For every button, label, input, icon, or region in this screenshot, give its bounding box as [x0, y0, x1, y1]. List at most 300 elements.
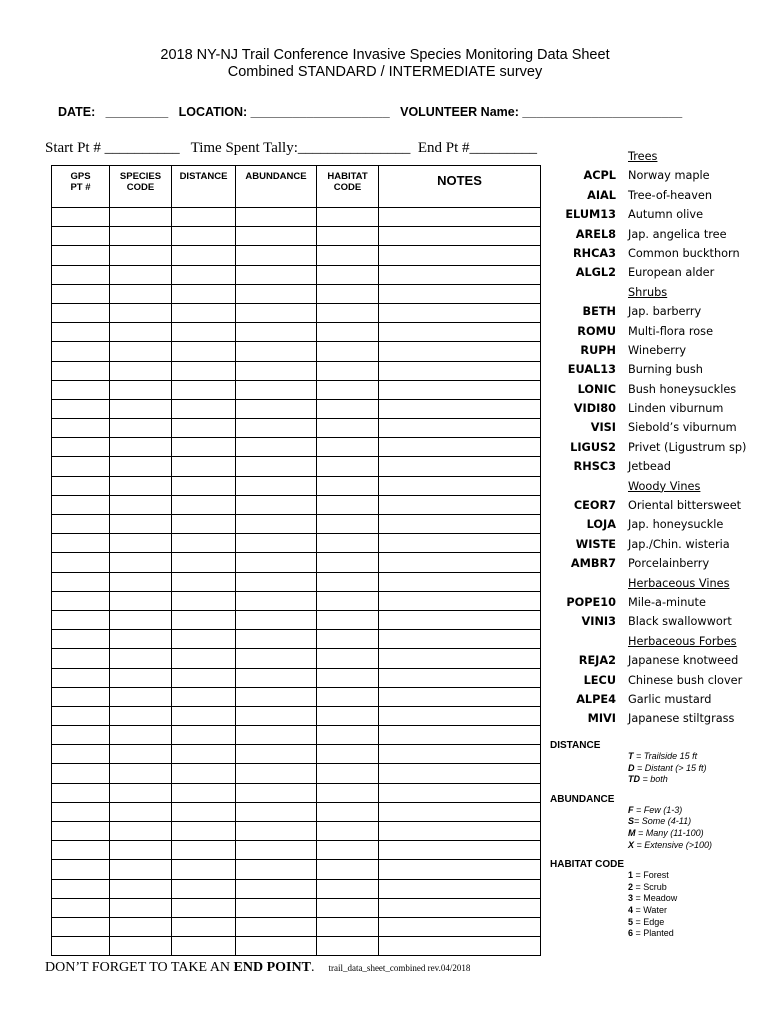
entry-cell[interactable] — [172, 726, 236, 745]
entry-cell[interactable] — [236, 937, 317, 956]
entry-cell[interactable] — [52, 419, 110, 438]
entry-cell[interactable] — [52, 515, 110, 534]
entry-cell[interactable] — [317, 419, 379, 438]
entry-cell[interactable] — [110, 476, 172, 495]
entry-cell[interactable] — [317, 534, 379, 553]
legend-item — [548, 554, 758, 573]
legend-category — [548, 283, 758, 302]
entry-cell[interactable] — [379, 265, 541, 284]
entry-cell[interactable] — [379, 822, 541, 841]
entry-cell[interactable] — [110, 208, 172, 227]
entry-cell[interactable] — [236, 841, 317, 860]
entry-cell[interactable] — [172, 553, 236, 572]
entry-cell[interactable] — [317, 610, 379, 629]
species-name: Privet (Ligustrum sp) — [628, 440, 747, 454]
entry-cell[interactable] — [52, 726, 110, 745]
entry-cell[interactable] — [52, 898, 110, 917]
entry-cell[interactable] — [110, 841, 172, 860]
table-row — [52, 380, 541, 399]
entry-cell[interactable] — [52, 630, 110, 649]
table-row — [52, 630, 541, 649]
entry-cell[interactable] — [317, 208, 379, 227]
entry-cell[interactable] — [110, 649, 172, 668]
table-row — [52, 399, 541, 418]
entry-cell[interactable] — [172, 515, 236, 534]
legend-category — [548, 574, 758, 593]
entry-cell[interactable] — [379, 419, 541, 438]
species-name: Jap./Chin. wisteria — [628, 537, 730, 551]
entry-cell[interactable] — [317, 265, 379, 284]
entry-cell[interactable] — [110, 572, 172, 591]
entry-cell[interactable] — [236, 630, 317, 649]
entry-cell[interactable] — [110, 342, 172, 361]
table-row — [52, 419, 541, 438]
entry-cell[interactable] — [236, 745, 317, 764]
entry-cell[interactable] — [172, 937, 236, 956]
entry-cell[interactable] — [317, 649, 379, 668]
entry-cell[interactable] — [52, 227, 110, 246]
species-name: Bush honeysuckles — [628, 382, 737, 396]
entry-cell[interactable] — [379, 783, 541, 802]
entry-cell[interactable] — [172, 649, 236, 668]
code-keys — [550, 740, 712, 940]
entry-cell[interactable] — [172, 534, 236, 553]
entry-cell[interactable] — [172, 591, 236, 610]
entry-cell[interactable] — [236, 860, 317, 879]
entry-cell[interactable] — [236, 399, 317, 418]
entry-cell[interactable] — [110, 457, 172, 476]
key-code: 3 — [628, 893, 634, 904]
entry-cell[interactable] — [379, 515, 541, 534]
entry-cell[interactable] — [52, 361, 110, 380]
column-header: GPS PT # — [52, 166, 110, 208]
entry-cell[interactable] — [52, 860, 110, 879]
key-meaning: = Water — [633, 904, 667, 915]
entry-cell[interactable] — [236, 323, 317, 342]
entry-cell[interactable] — [110, 361, 172, 380]
species-code: AMBR7 — [570, 557, 616, 571]
entry-cell[interactable] — [379, 553, 541, 572]
entry-cell[interactable] — [379, 534, 541, 553]
entry-cell[interactable] — [110, 323, 172, 342]
entry-cell[interactable] — [172, 323, 236, 342]
entry-cell[interactable] — [52, 342, 110, 361]
entry-cell[interactable] — [110, 937, 172, 956]
entry-cell[interactable] — [236, 706, 317, 725]
entry-cell[interactable] — [52, 783, 110, 802]
entry-cell[interactable] — [52, 476, 110, 495]
entry-cell[interactable] — [317, 706, 379, 725]
legend-category-label: Herbaceous Vines — [628, 576, 730, 590]
entry-cell[interactable] — [236, 284, 317, 303]
entry-cell[interactable] — [317, 284, 379, 303]
entry-cell[interactable] — [236, 495, 317, 514]
species-code: AREL8 — [575, 227, 616, 241]
key-code: X — [628, 839, 635, 850]
entry-cell[interactable] — [236, 265, 317, 284]
table-row — [52, 323, 541, 342]
key-code: 1 — [628, 870, 634, 881]
key-meaning: = Few (1-3) — [633, 804, 683, 815]
key-code: S — [628, 816, 635, 827]
entry-cell[interactable] — [172, 572, 236, 591]
entry-cell[interactable] — [236, 822, 317, 841]
entry-cell[interactable] — [317, 687, 379, 706]
entry-cell[interactable] — [110, 399, 172, 418]
entry-cell[interactable] — [52, 745, 110, 764]
entry-cell[interactable] — [52, 495, 110, 514]
entry-cell[interactable] — [52, 284, 110, 303]
entry-cell[interactable] — [172, 265, 236, 284]
entry-cell[interactable] — [379, 630, 541, 649]
entry-cell[interactable] — [379, 495, 541, 514]
entry-cell[interactable] — [172, 284, 236, 303]
entry-cell[interactable] — [172, 342, 236, 361]
entry-cell[interactable] — [379, 764, 541, 783]
entry-cell[interactable] — [172, 399, 236, 418]
entry-cell[interactable] — [110, 898, 172, 917]
entry-cell[interactable] — [379, 668, 541, 687]
entry-cell[interactable] — [317, 323, 379, 342]
species-code: VISI — [590, 421, 616, 435]
key-code: D — [628, 762, 635, 773]
entry-cell[interactable] — [52, 303, 110, 322]
entry-cell[interactable] — [317, 898, 379, 917]
legend-item — [548, 186, 758, 205]
entry-cell[interactable] — [52, 323, 110, 342]
entry-cell[interactable] — [317, 860, 379, 879]
entry-cell[interactable] — [317, 726, 379, 745]
entry-cell[interactable] — [172, 802, 236, 821]
entry-cell[interactable] — [379, 457, 541, 476]
species-name: Japanese knotweed — [628, 654, 739, 668]
entry-cell[interactable] — [236, 438, 317, 457]
entry-cell[interactable] — [317, 476, 379, 495]
entry-cell[interactable] — [52, 534, 110, 553]
table-row — [52, 687, 541, 706]
entry-cell[interactable] — [110, 917, 172, 936]
entry-cell[interactable] — [172, 879, 236, 898]
entry-cell[interactable] — [379, 572, 541, 591]
key-meaning: = Some (4-11) — [634, 816, 692, 827]
entry-cell[interactable] — [317, 553, 379, 572]
entry-cell[interactable] — [52, 553, 110, 572]
species-code: LONIC — [577, 382, 616, 396]
entry-cell[interactable] — [317, 822, 379, 841]
entry-cell[interactable] — [110, 668, 172, 687]
entry-cell[interactable] — [52, 687, 110, 706]
entry-cell[interactable] — [236, 419, 317, 438]
entry-cell[interactable] — [379, 361, 541, 380]
entry-cell[interactable] — [52, 208, 110, 227]
entry-cell[interactable] — [110, 438, 172, 457]
entry-cell[interactable] — [110, 764, 172, 783]
entry-cell[interactable] — [52, 802, 110, 821]
entry-cell[interactable] — [110, 515, 172, 534]
entry-cell[interactable] — [172, 630, 236, 649]
entry-cell[interactable] — [236, 380, 317, 399]
revision-label: trail_data_sheet_combined rev.04/2018 — [328, 963, 471, 973]
entry-cell[interactable] — [379, 438, 541, 457]
entry-cell[interactable] — [110, 227, 172, 246]
entry-cell[interactable] — [110, 265, 172, 284]
entry-cell[interactable] — [379, 610, 541, 629]
entry-cell[interactable] — [172, 898, 236, 917]
entry-cell[interactable] — [379, 649, 541, 668]
entry-cell[interactable] — [236, 802, 317, 821]
entry-cell[interactable] — [52, 399, 110, 418]
entry-cell[interactable] — [379, 323, 541, 342]
abundance-key — [550, 794, 712, 851]
entry-cell[interactable] — [317, 515, 379, 534]
table-row — [52, 534, 541, 553]
table-row — [52, 745, 541, 764]
entry-cell[interactable] — [379, 745, 541, 764]
entry-cell[interactable] — [172, 361, 236, 380]
entry-cell[interactable] — [52, 879, 110, 898]
entry-cell[interactable] — [52, 841, 110, 860]
entry-cell[interactable] — [236, 726, 317, 745]
footer-reminder-suffix: . — [310, 960, 315, 975]
entry-cell[interactable] — [110, 284, 172, 303]
species-code: BETH — [582, 305, 616, 319]
entry-cell[interactable] — [379, 860, 541, 879]
entry-cell[interactable] — [110, 303, 172, 322]
key-item — [628, 751, 712, 763]
entry-cell[interactable] — [236, 227, 317, 246]
entry-cell[interactable] — [317, 879, 379, 898]
entry-cell[interactable] — [379, 706, 541, 725]
entry-cell[interactable] — [317, 438, 379, 457]
species-legend — [548, 147, 758, 729]
entry-cell[interactable] — [379, 342, 541, 361]
entry-cell[interactable] — [379, 246, 541, 265]
entry-cell[interactable] — [317, 361, 379, 380]
entry-cell[interactable] — [172, 610, 236, 629]
entry-cell[interactable] — [379, 898, 541, 917]
entry-cell[interactable] — [236, 917, 317, 936]
entry-cell[interactable] — [379, 284, 541, 303]
species-name: European alder — [628, 266, 715, 280]
entry-cell[interactable] — [52, 764, 110, 783]
key-code: TD — [628, 774, 640, 785]
entry-cell[interactable] — [172, 917, 236, 936]
entry-cell[interactable] — [317, 303, 379, 322]
entry-cell[interactable] — [236, 764, 317, 783]
entry-cell[interactable] — [172, 227, 236, 246]
entry-cell[interactable] — [317, 495, 379, 514]
entry-cell[interactable] — [52, 610, 110, 629]
entry-cell[interactable] — [110, 246, 172, 265]
entry-cell[interactable] — [236, 208, 317, 227]
entry-cell[interactable] — [236, 783, 317, 802]
entry-cell[interactable] — [236, 534, 317, 553]
entry-cell[interactable] — [317, 246, 379, 265]
entry-cell[interactable] — [236, 303, 317, 322]
entry-cell[interactable] — [172, 764, 236, 783]
entry-cell[interactable] — [110, 687, 172, 706]
entry-cell[interactable] — [110, 860, 172, 879]
entry-cell[interactable] — [110, 706, 172, 725]
entry-cell[interactable] — [172, 495, 236, 514]
legend-item — [548, 225, 758, 244]
entry-cell[interactable] — [379, 380, 541, 399]
entry-cell[interactable] — [236, 361, 317, 380]
entry-cell[interactable] — [236, 668, 317, 687]
entry-cell[interactable] — [172, 419, 236, 438]
entry-cell[interactable] — [172, 860, 236, 879]
entry-cell[interactable] — [317, 399, 379, 418]
entry-cell[interactable] — [110, 802, 172, 821]
entry-cell[interactable] — [317, 668, 379, 687]
entry-cell[interactable] — [379, 879, 541, 898]
entry-cell[interactable] — [110, 630, 172, 649]
entry-cell[interactable] — [236, 687, 317, 706]
entry-cell[interactable] — [236, 572, 317, 591]
entry-cell[interactable] — [379, 303, 541, 322]
entry-cell[interactable] — [110, 822, 172, 841]
entry-cell[interactable] — [236, 591, 317, 610]
entry-cell[interactable] — [236, 476, 317, 495]
entry-cell[interactable] — [110, 553, 172, 572]
legend-item — [548, 322, 758, 341]
entry-cell[interactable] — [317, 783, 379, 802]
abundance-key-heading: ABUNDANCE — [550, 793, 615, 805]
entry-cell[interactable] — [172, 457, 236, 476]
entry-cell[interactable] — [172, 687, 236, 706]
legend-item — [548, 496, 758, 515]
entry-cell[interactable] — [110, 495, 172, 514]
entry-cell[interactable] — [236, 553, 317, 572]
entry-cell[interactable] — [52, 380, 110, 399]
key-code: 2 — [628, 881, 634, 892]
entry-cell[interactable] — [110, 591, 172, 610]
entry-cell[interactable] — [172, 303, 236, 322]
entry-cell[interactable] — [172, 208, 236, 227]
entry-cell[interactable] — [236, 898, 317, 917]
entry-cell[interactable] — [172, 841, 236, 860]
entry-cell[interactable] — [52, 457, 110, 476]
entry-cell[interactable] — [110, 879, 172, 898]
entry-cell[interactable] — [52, 822, 110, 841]
entry-cell[interactable] — [379, 937, 541, 956]
entry-cell[interactable] — [110, 610, 172, 629]
entry-cell[interactable] — [379, 917, 541, 936]
entry-cell[interactable] — [52, 438, 110, 457]
entry-cell[interactable] — [317, 937, 379, 956]
entry-cell[interactable] — [379, 208, 541, 227]
entry-cell[interactable] — [236, 246, 317, 265]
entry-cell[interactable] — [110, 380, 172, 399]
entry-cell[interactable] — [172, 745, 236, 764]
entry-cell[interactable] — [52, 706, 110, 725]
entry-cell[interactable] — [236, 610, 317, 629]
entry-cell[interactable] — [52, 265, 110, 284]
entry-cell[interactable] — [52, 649, 110, 668]
species-name: Jap. honeysuckle — [628, 518, 724, 532]
entry-cell[interactable] — [172, 380, 236, 399]
key-item — [628, 828, 712, 840]
habitat-key — [550, 859, 712, 940]
entry-cell[interactable] — [317, 380, 379, 399]
species-code: MIVI — [587, 712, 616, 726]
legend-item — [548, 399, 758, 418]
legend-item — [548, 671, 758, 690]
entry-cell[interactable] — [379, 726, 541, 745]
entry-cell[interactable] — [172, 822, 236, 841]
legend-category-label: Shrubs — [628, 285, 668, 299]
species-code: LIGUS2 — [570, 440, 616, 454]
entry-cell[interactable] — [317, 227, 379, 246]
table-row — [52, 917, 541, 936]
species-name: Oriental bittersweet — [628, 499, 742, 513]
entry-cell[interactable] — [317, 841, 379, 860]
entry-cell[interactable] — [379, 591, 541, 610]
entry-cell[interactable] — [317, 745, 379, 764]
entry-cell[interactable] — [379, 841, 541, 860]
entry-cell[interactable] — [110, 534, 172, 553]
table-row — [52, 495, 541, 514]
key-code: F — [628, 804, 634, 815]
entry-cell[interactable] — [236, 879, 317, 898]
entry-cell[interactable] — [317, 457, 379, 476]
key-item — [628, 928, 712, 940]
entry-cell[interactable] — [317, 802, 379, 821]
entry-cell[interactable] — [317, 630, 379, 649]
key-meaning: = Extensive (>100) — [634, 839, 713, 850]
entry-cell[interactable] — [379, 802, 541, 821]
table-row — [52, 246, 541, 265]
entry-cell[interactable] — [172, 246, 236, 265]
entry-cell[interactable] — [317, 917, 379, 936]
table-row — [52, 361, 541, 380]
entry-cell[interactable] — [52, 591, 110, 610]
entry-cell[interactable] — [52, 917, 110, 936]
table-row — [52, 822, 541, 841]
distance-key — [550, 740, 712, 786]
entry-cell[interactable] — [172, 668, 236, 687]
entry-cell[interactable] — [172, 476, 236, 495]
entry-cell[interactable] — [236, 515, 317, 534]
entry-cell[interactable] — [379, 399, 541, 418]
entry-cell[interactable] — [110, 419, 172, 438]
entry-cell[interactable] — [110, 726, 172, 745]
entry-cell[interactable] — [236, 342, 317, 361]
entry-cell[interactable] — [379, 476, 541, 495]
entry-cell[interactable] — [172, 438, 236, 457]
entry-cell[interactable] — [172, 706, 236, 725]
table-row — [52, 764, 541, 783]
entry-cell[interactable] — [317, 764, 379, 783]
entry-cell[interactable] — [172, 783, 236, 802]
entry-cell[interactable] — [236, 649, 317, 668]
entry-cell[interactable] — [317, 342, 379, 361]
entry-cell[interactable] — [379, 227, 541, 246]
entry-cell[interactable] — [52, 937, 110, 956]
entry-cell[interactable] — [52, 246, 110, 265]
footer-reminder-emphasis: END POINT — [233, 960, 311, 975]
entry-cell[interactable] — [379, 687, 541, 706]
entry-cell[interactable] — [317, 591, 379, 610]
entry-cell[interactable] — [236, 457, 317, 476]
legend-item — [548, 418, 758, 437]
key-item — [628, 763, 712, 775]
entry-cell[interactable] — [110, 783, 172, 802]
entry-cell[interactable] — [52, 668, 110, 687]
entry-cell[interactable] — [110, 745, 172, 764]
entry-cell[interactable] — [52, 572, 110, 591]
entry-cell[interactable] — [317, 572, 379, 591]
